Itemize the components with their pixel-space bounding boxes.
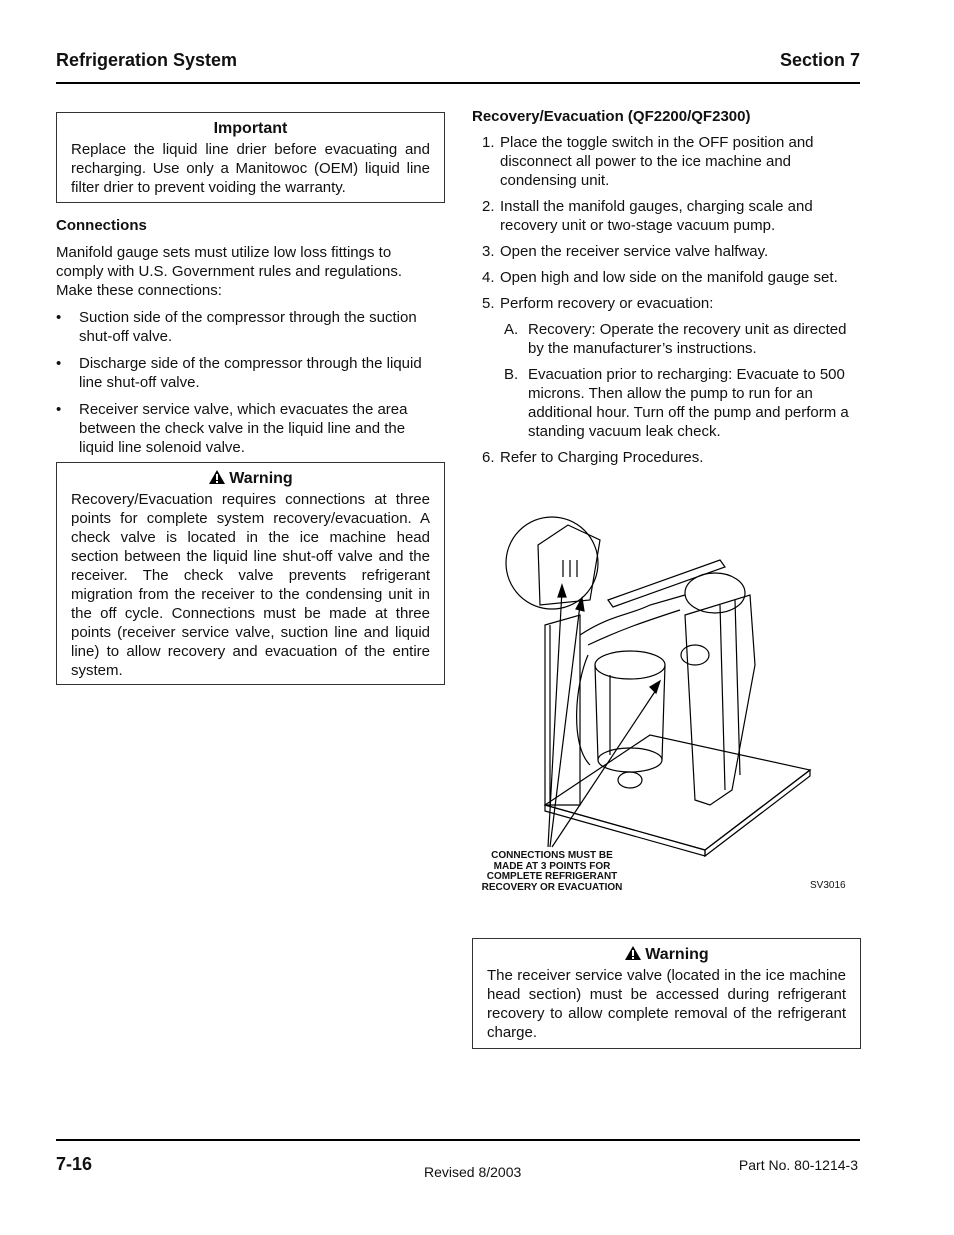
step-item: 2. Install the manifold gauges, charging scale and recovery unit or two-stage vacuum pump. [482, 198, 813, 234]
step-item: 6. Refer to Charging Procedures. [482, 449, 704, 466]
warning-label: Warning [229, 470, 293, 487]
list-item: • Suction side of the compressor through the suction shut-off valve. [56, 308, 440, 346]
list-item: • Discharge side of the compressor through the liquid line shut-off valve. [56, 354, 440, 392]
important-text: Replace the liquid line drier before evacuating and recharging. Use only a Manitowoc (OEM) liquid line filter drier to prevent voiding the warranty. [71, 141, 430, 196]
warning-box-left [56, 462, 445, 685]
warning-triangle-icon [624, 945, 642, 961]
condensing-unit-illustration [470, 505, 860, 865]
connections-list [56, 308, 440, 457]
connections-heading: Connections [56, 217, 147, 234]
important-box [56, 112, 445, 203]
recovery-section [472, 108, 860, 474]
recovery-heading: Recovery/Evacuation (QF2200/QF2300) [472, 108, 751, 125]
warning-title-right [487, 945, 846, 964]
step-item: 3. Open the receiver service valve halfway. [482, 243, 769, 260]
page-number: 7-16 [56, 1154, 93, 1174]
footer-rule [56, 1139, 860, 1141]
revised-date: Revised 8/2003 [424, 1164, 522, 1180]
warning-title-left [71, 469, 430, 488]
connections-section [56, 217, 440, 465]
step-item: 4. Open high and low side on the manifold gauge set. [482, 269, 838, 286]
header-section: Section 7 [779, 50, 860, 70]
warning-box-right [472, 938, 861, 1049]
header-rule [56, 82, 860, 84]
list-item: • Receiver service valve, which evacuates the area between the check valve in the liquid line and the liquid line solenoid valve. [56, 400, 440, 457]
warning-text-right: The receiver service valve (located in the ice machine head section) must be accessed during refrigerant recovery to allow complete removal of the refrigerant charge. [487, 967, 846, 1041]
part-number: Part No. 80-1214-3 [738, 1157, 858, 1173]
figure-caption: CONNECTIONS MUST BE MADE AT 3 POINTS FOR COMPLETE REFRIGERANT RECOVERY OR EVACUATION [481, 850, 623, 893]
recovery-steps [472, 133, 860, 467]
important-title: Important [213, 120, 288, 137]
substep-item: B. Evacuation prior to recharging: Evacuate to 500 microns. Then allow the pump to run for an additional hour. Turn off the pump and perform a standing vacuum leak check. [504, 366, 849, 440]
step-item: 1. Place the toggle switch in the OFF position and disconnect all power to the ice machine and condensing unit. [482, 134, 814, 189]
substep-item: A. Recovery: Operate the recovery unit as directed by the manufacturer’s instructions. [504, 321, 847, 357]
header-title: Refrigeration System [56, 50, 238, 70]
step-item: 5. Perform recovery or evacuation: A. Recovery: Operate the recovery unit as directed by the manufacturer’s instructions. B. Evacuation prior to recharging: Evacuate to 500 microns. Then allow the pump to run for an additional hour. Turn off the pump and perform a standing vacuum leak check. [472, 294, 860, 441]
warning-text-left: Recovery/Evacuation requires connections at three points for complete system recovery/evacuation. A check valve is located in the ice machine head section between the liquid line shut-off valve and the receiver. The check valve prevents refrigerant migration from the receiver to the condensing unit in the off cycle. Connections must be made at three points (receiver service valve, suction line and liquid line) to allow recovery and evacuation of the entire system. [71, 491, 430, 679]
substeps [500, 320, 860, 441]
warning-label: Warning [645, 946, 709, 963]
figure-id: SV3016 [810, 880, 846, 891]
warning-triangle-icon [208, 469, 226, 485]
connections-intro: Manifold gauge sets must utilize low loss fittings to comply with U.S. Government rules and regulations. Make these connections: [56, 244, 402, 299]
